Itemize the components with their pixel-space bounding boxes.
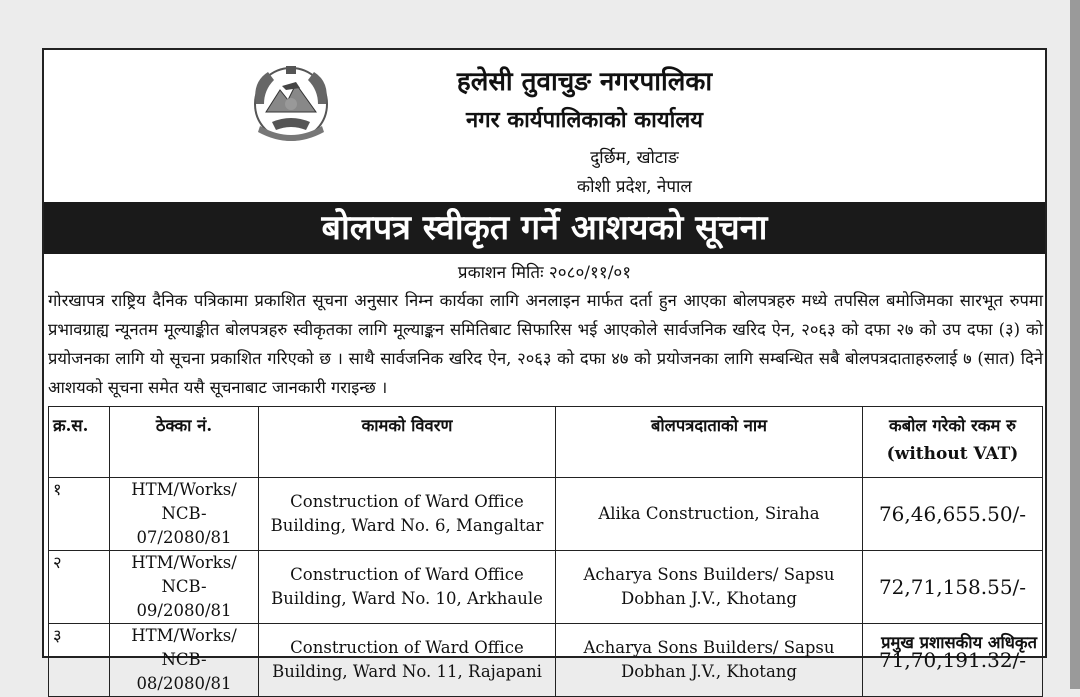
row-sn: ३ — [49, 624, 110, 697]
header-bidder: बोलपत्रदाताको नाम — [556, 407, 863, 478]
contract-line-2: NCB-07/2080/81 — [136, 504, 232, 547]
header-amount-label: कबोल गरेको रकम रु — [889, 416, 1016, 435]
office-location: दुर्छिम, खोटाङ — [590, 148, 679, 168]
description-line-2: Building, Ward No. 6, Mangaltar — [270, 516, 544, 535]
contract-line-1: HTM/Works/ — [131, 553, 237, 572]
municipality-name: हलेसी तुवाचुङ नगरपालिका — [456, 67, 713, 97]
contract-line-2: NCB-08/2080/81 — [136, 650, 232, 693]
publish-date: प्रकाशन मितिः २०८०/११/०१ — [457, 263, 632, 283]
row-amount: 72,71,158.55/- — [863, 551, 1043, 624]
description-line-1: Construction of Ward Office — [290, 638, 524, 657]
description-line-1: Construction of Ward Office — [290, 492, 524, 511]
signatory-title: प्रमुख प्रशासकीय अधिकृत — [881, 633, 1037, 652]
bidder-line-1: Alika Construction, Siraha — [598, 504, 820, 523]
row-amount: 71,70,191.32/- — [863, 624, 1043, 697]
province-country: कोशी प्रदेश, नेपाल — [577, 177, 692, 197]
row-bidder — [556, 551, 863, 624]
header-contract-no: ठेक्का नं. — [110, 407, 259, 478]
contract-line-2: NCB-09/2080/81 — [136, 577, 232, 620]
header-amount-note: (without VAT) — [886, 444, 1019, 464]
description-line-1: Construction of Ward Office — [290, 565, 524, 584]
row-bidder — [556, 478, 863, 551]
contract-line-1: HTM/Works/ — [131, 480, 237, 499]
row-description — [259, 551, 556, 624]
table-header-row — [49, 407, 1043, 478]
bidder-line-1: Acharya Sons Builders/ Sapsu — [583, 638, 835, 657]
office-name: नगर कार्यपालिकाको कार्यालय — [466, 107, 703, 133]
notice-body-text: गोरखापत्र राष्ट्रिय दैनिक पत्रिकामा प्रकाशित सूचना अनुसार निम्न कार्यका लागि अनलाइन मार्फत दर्ता हुन आएका बोलपत्रहरु मध्ये तपसिल बमोजिमका सारभूत रुपमा प्रभावग्राह्य न्यूनतम मूल्याङ्कीत बोलपत्रहरु स्वीकृतका लागि मूल्याङ्कन समितिबाट सिफारिस भई आएकोले सार्वजनिक खरिद ऐन, २०६३ को दफा २७ को उप दफा (३) को प्रयोजनका लागि यो सूचना प्रकाशित गरिएको छ । साथै सार्वजनिक खरिद ऐन, २०६३ को दफा ४७ को प्रयोजनका लागि सम्बन्धित सबै बोलपत्रदाताहरुलाई ७ (सात) दिने आशयको सूचना समेत यसै सूचनाबाट जानकारी गराइन्छ । — [48, 291, 1043, 397]
row-description — [259, 478, 556, 551]
contract-line-1: HTM/Works/ — [131, 626, 237, 645]
row-contract-no — [110, 478, 259, 551]
table-row — [49, 551, 1043, 624]
row-description — [259, 624, 556, 697]
bid-table — [48, 406, 1043, 697]
description-line-2: Building, Ward No. 10, Arkhaule — [271, 589, 543, 608]
description-line-2: Building, Ward No. 11, Rajapani — [272, 662, 542, 681]
notice-document — [42, 48, 1047, 693]
header-amount — [863, 407, 1043, 478]
row-amount: 76,46,655.50/- — [863, 478, 1043, 551]
row-sn: १ — [49, 478, 110, 551]
notice-title-banner: बोलपत्र स्वीकृत गर्ने आशयको सूचना — [44, 202, 1045, 254]
bidder-line-2: Dobhan J.V., Khotang — [621, 589, 797, 608]
header-description: कामको विवरण — [259, 407, 556, 478]
row-contract-no — [110, 624, 259, 697]
bidder-line-2: Dobhan J.V., Khotang — [621, 662, 797, 681]
table-row — [49, 478, 1043, 551]
header-sn: क्र.स. — [49, 407, 110, 478]
row-contract-no — [110, 551, 259, 624]
row-bidder — [556, 624, 863, 697]
row-sn: २ — [49, 551, 110, 624]
bidder-line-1: Acharya Sons Builders/ Sapsu — [583, 565, 835, 584]
